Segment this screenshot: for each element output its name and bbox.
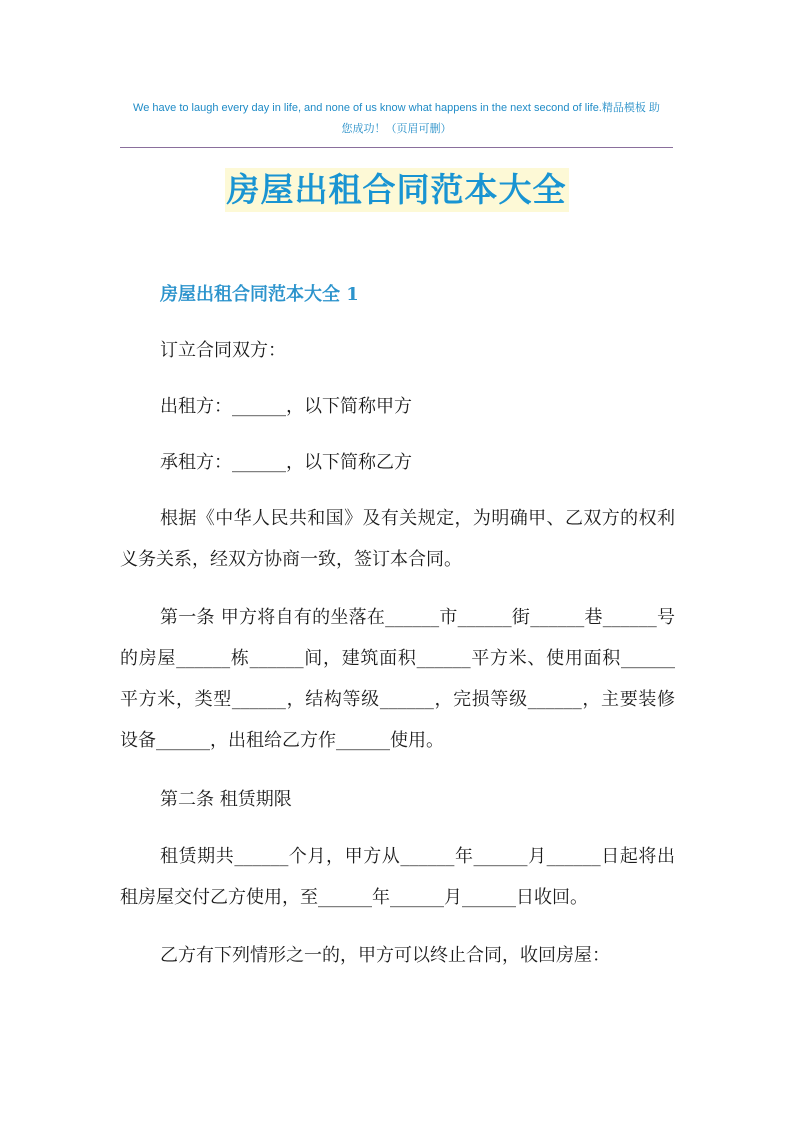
paragraph-lessor: 出租方：______，以下简称甲方 — [160, 396, 412, 417]
section-heading: 房屋出租合同范本大全 1 — [160, 284, 359, 305]
paragraph-preamble: 根据《中华人民共和国》及有关规定，为明确甲、乙双方的权利义务关系，经双方协商一致，签订本合同。 — [120, 508, 675, 570]
paragraph-parties: 订立合同双方： — [160, 340, 286, 361]
paragraph-lease-term: 租赁期共______个月，甲方从______年______月______日起将出租房屋交付乙方使用，至______年______月______日收回。 — [120, 846, 675, 908]
header-line-2: 您成功！（页眉可删） — [341, 123, 452, 135]
paragraph-termination: 乙方有下列情形之一的，甲方可以终止合同，收回房屋： — [160, 945, 610, 966]
paragraph-article-2-heading: 第二条 租赁期限 — [160, 789, 292, 810]
document-title: 房屋出租合同范本大全 — [225, 168, 569, 212]
title-container — [0, 168, 793, 212]
header-divider — [120, 147, 673, 148]
page-header — [120, 98, 673, 140]
paragraph-lessee: 承租方：______，以下简称乙方 — [160, 452, 412, 473]
paragraph-article-1: 第一条 甲方将自有的坐落在______市______街______巷______号的房屋______栋______间，建筑面积______平方米、使用面积______平方米，类型______，结构等级______，完损等级______，主要装修设备______，出租给乙方作______使用。 — [120, 607, 675, 751]
header-line-1: We have to laugh every day in life, and none of us know what happens in the next second of life.精品模板 助 — [133, 102, 660, 114]
